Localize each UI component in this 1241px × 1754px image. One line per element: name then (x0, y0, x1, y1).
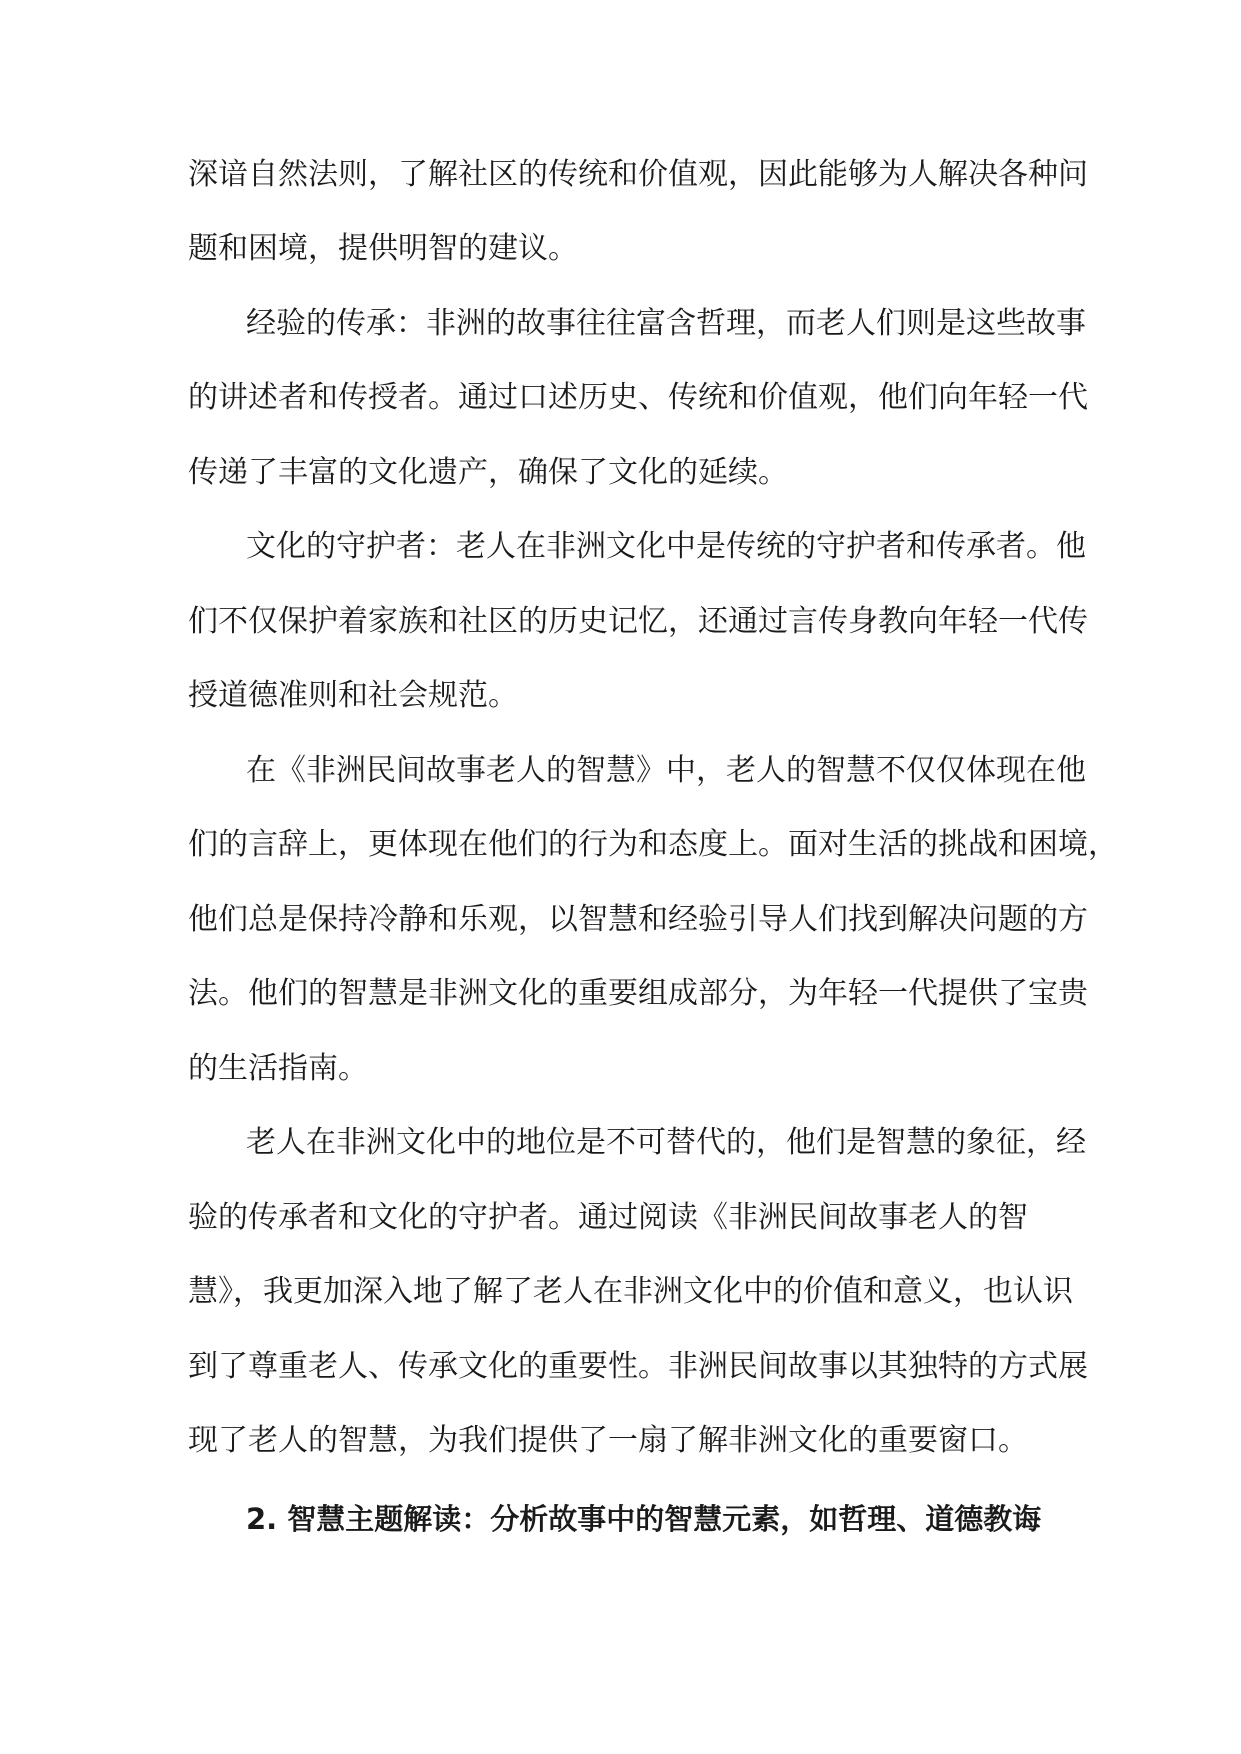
paragraph-line: 的讲述者和传授者。通过口述历史、传统和价值观，他们向年轻一代 (188, 380, 1088, 415)
paragraph-line: 文化的守护者：老人在非洲文化中是传统的守护者和传承者。他 (246, 529, 1086, 564)
paragraph-line: 现了老人的智慧，为我们提供了一扇了解非洲文化的重要窗口。 (188, 1423, 1028, 1458)
paragraph-line: 传递了丰富的文化遗产，确保了文化的延续。 (188, 455, 788, 490)
paragraph-line: 法。他们的智慧是非洲文化的重要组成部分，为年轻一代提供了宝贵 (188, 976, 1088, 1011)
paragraph-line: 题和困境，提供明智的建议。 (188, 231, 578, 266)
paragraph-line: 经验的传承：非洲的故事往往富含哲理，而老人们则是这些故事 (246, 306, 1086, 341)
paragraph-line: 们不仅保护着家族和社区的历史记忆，还通过言传身教向年轻一代传 (188, 604, 1088, 639)
paragraph-line: 在《非洲民间故事老人的智慧》中，老人的智慧不仅仅体现在他 (246, 753, 1086, 788)
paragraph-line: 深谙自然法则，了解社区的传统和价值观，因此能够为人解决各种问 (188, 157, 1088, 192)
section-heading: 2. 智慧主题解读：分析故事中的智慧元素，如哲理、道德教诲 (246, 1502, 1042, 1536)
paragraph-line: 授道德准则和社会规范。 (188, 678, 518, 713)
paragraph-line: 们的言辞上，更体现在他们的行为和态度上。面对生活的挑战和困境， (188, 827, 1118, 862)
paragraph-line: 验的传承者和文化的守护者。通过阅读《非洲民间故事老人的智 (188, 1200, 1028, 1235)
paragraph-line: 到了尊重老人、传承文化的重要性。非洲民间故事以其独特的方式展 (188, 1349, 1088, 1384)
paragraph-line: 老人在非洲文化中的地位是不可替代的，他们是智慧的象征，经 (246, 1125, 1086, 1160)
paragraph-line: 他们总是保持冷静和乐观，以智慧和经验引导人们找到解决问题的方 (188, 902, 1088, 937)
paragraph-line: 的生活指南。 (188, 1051, 368, 1086)
paragraph-line: 慧》，我更加深入地了解了老人在非洲文化中的价值和意义，也认识 (188, 1274, 1073, 1309)
